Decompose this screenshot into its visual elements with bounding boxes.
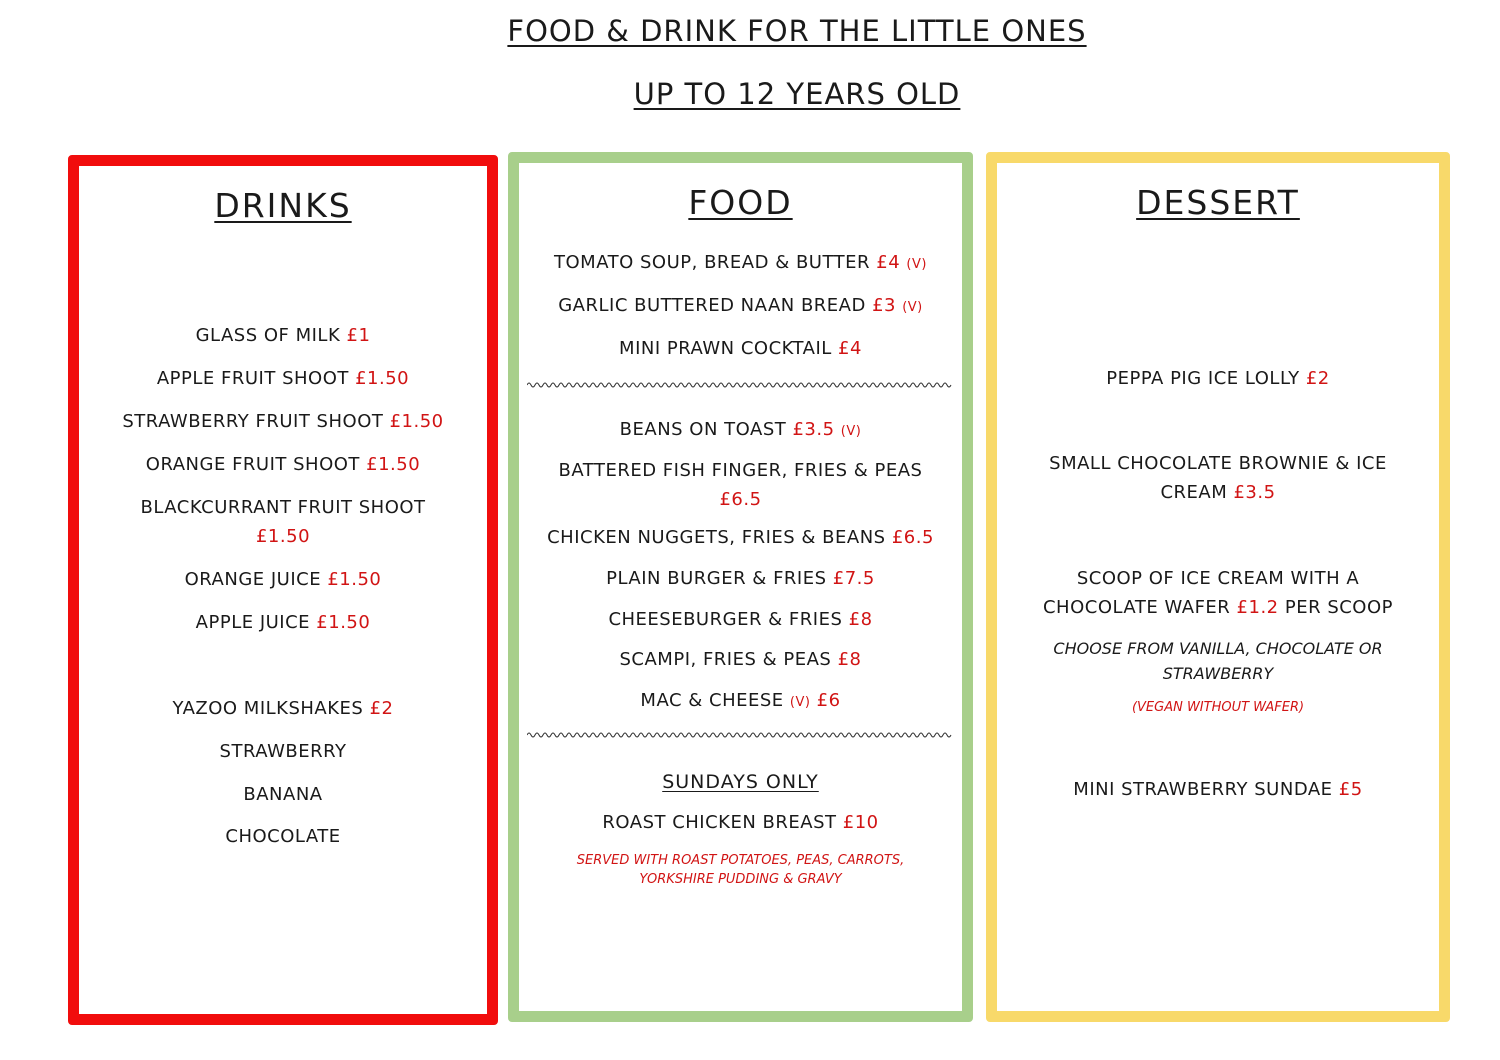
dessert-panel bbox=[986, 152, 1450, 1022]
food-name: BEANS ON TOAST bbox=[619, 419, 787, 440]
drink-name: APPLE JUICE bbox=[195, 612, 311, 633]
vegan-note: (VEGAN WITHOUT WAFER) bbox=[1131, 700, 1305, 715]
food-price: £6.5 bbox=[719, 489, 762, 510]
food-item bbox=[527, 415, 954, 446]
drink-item bbox=[87, 608, 479, 637]
milkshake-flavour: CHOCOLATE bbox=[225, 826, 341, 847]
food-name: CHEESEBURGER & FRIES bbox=[608, 609, 843, 630]
vegetarian-tag: (V) bbox=[840, 424, 862, 439]
food-item bbox=[527, 334, 954, 363]
dessert-price: £2 bbox=[1305, 368, 1330, 389]
drink-price: £1.50 bbox=[255, 526, 311, 547]
dessert-name: MINI STRAWBERRY SUNDAE bbox=[1073, 779, 1333, 800]
drink-item bbox=[87, 565, 479, 594]
dessert-name: SCOOP OF ICE CREAM WITH A CHOCOLATE WAFER bbox=[1042, 568, 1360, 618]
wavy-divider bbox=[527, 729, 954, 741]
food-panel bbox=[508, 152, 973, 1022]
food-name: GARLIC BUTTERED NAAN BREAD bbox=[558, 295, 866, 316]
dessert-name: SMALL CHOCOLATE BROWNIE & ICE CREAM bbox=[1049, 453, 1387, 503]
drink-name: APPLE FRUIT SHOOT bbox=[156, 368, 349, 389]
food-item bbox=[527, 808, 954, 837]
dessert-name: PEPPA PIG ICE LOLLY bbox=[1106, 368, 1300, 389]
milkshake-flavour: BANANA bbox=[243, 784, 323, 805]
food-item bbox=[527, 248, 954, 279]
food-price: £4 bbox=[876, 252, 901, 273]
drinks-heading: DRINKS bbox=[214, 186, 352, 225]
drink-price: £1.50 bbox=[355, 368, 410, 389]
drink-price: £1.50 bbox=[389, 411, 444, 432]
drink-name: ORANGE JUICE bbox=[184, 569, 322, 590]
food-name: SCAMPI, FRIES & PEAS bbox=[619, 649, 832, 670]
drinks-panel bbox=[68, 155, 498, 1025]
drink-item bbox=[109, 493, 457, 551]
food-name: PLAIN BURGER & FRIES bbox=[606, 568, 827, 589]
food-item bbox=[527, 605, 954, 634]
food-price: £3 bbox=[872, 295, 896, 316]
food-item bbox=[527, 564, 954, 593]
dessert-price: £1.2 bbox=[1236, 597, 1279, 618]
drink-name: STRAWBERRY FRUIT SHOOT bbox=[122, 411, 384, 432]
food-item bbox=[527, 645, 954, 674]
milkshake-price: £2 bbox=[369, 698, 394, 719]
dessert-item bbox=[1017, 564, 1419, 622]
drink-item bbox=[87, 450, 479, 479]
food-price: £10 bbox=[842, 812, 879, 833]
menu-subtitle: UP TO 12 YEARS OLD bbox=[633, 77, 961, 111]
food-price: £6 bbox=[816, 690, 841, 711]
food-price: £6.5 bbox=[891, 527, 934, 548]
drink-price: £1.50 bbox=[366, 454, 421, 475]
drink-price: £1.50 bbox=[316, 612, 371, 633]
vegetarian-tag: (V) bbox=[906, 257, 927, 272]
vegetarian-tag: (V) bbox=[902, 300, 923, 315]
drink-price: £1 bbox=[346, 325, 371, 346]
drink-item bbox=[87, 407, 479, 436]
food-item bbox=[527, 523, 954, 552]
food-item bbox=[527, 686, 954, 717]
dessert-item bbox=[1005, 775, 1431, 804]
milkshake-item bbox=[87, 694, 479, 723]
food-heading: FOOD bbox=[688, 183, 793, 222]
dessert-item bbox=[1005, 364, 1431, 393]
drink-name: GLASS OF MILK bbox=[195, 325, 341, 346]
food-price: £4 bbox=[838, 338, 862, 359]
food-name: ROAST CHICKEN BREAST bbox=[602, 812, 837, 833]
dessert-item bbox=[1025, 449, 1411, 507]
food-item bbox=[527, 291, 954, 322]
drink-name: BLACKCURRANT FRUIT SHOOT bbox=[140, 497, 426, 518]
drink-item bbox=[87, 321, 479, 350]
drink-item bbox=[87, 364, 479, 393]
dessert-heading: DESSERT bbox=[1136, 183, 1300, 222]
food-name: MAC & CHEESE bbox=[640, 690, 784, 711]
food-price: £8 bbox=[848, 609, 873, 630]
food-price: £8 bbox=[837, 649, 862, 670]
milkshake-name: YAZOO MILKSHAKES bbox=[172, 698, 364, 719]
vegetarian-tag: (V) bbox=[789, 695, 811, 710]
food-name: CHICKEN NUGGETS, FRIES & BEANS bbox=[547, 527, 886, 548]
flavour-choice-note: CHOOSE FROM VANILLA, CHOCOLATE OR STRAWBERRY bbox=[1053, 639, 1383, 683]
food-item bbox=[544, 456, 937, 514]
sundays-only-heading: SUNDAYS ONLY bbox=[662, 771, 819, 793]
dessert-price: £3.5 bbox=[1233, 482, 1276, 503]
food-name: MINI PRAWN COCKTAIL bbox=[619, 338, 832, 359]
menu-title: FOOD & DRINK FOR THE LITTLE ONES bbox=[507, 14, 1087, 48]
food-price: £7.5 bbox=[832, 568, 875, 589]
food-name: TOMATO SOUP, BREAD & BUTTER bbox=[554, 252, 871, 273]
dessert-price: £5 bbox=[1338, 779, 1363, 800]
food-name: BATTERED FISH FINGER, FRIES & PEAS bbox=[558, 460, 923, 481]
sunday-roast-note: SERVED WITH ROAST POTATOES, PEAS, CARROTS, YORKSHIRE PUDDING & GRAVY bbox=[576, 853, 905, 887]
dessert-price-suffix: PER SCOOP bbox=[1284, 597, 1393, 618]
food-price: £3.5 bbox=[792, 419, 835, 440]
wavy-divider bbox=[527, 379, 954, 391]
milkshake-flavour: STRAWBERRY bbox=[219, 741, 347, 762]
drink-name: ORANGE FRUIT SHOOT bbox=[145, 454, 360, 475]
drink-price: £1.50 bbox=[327, 569, 382, 590]
